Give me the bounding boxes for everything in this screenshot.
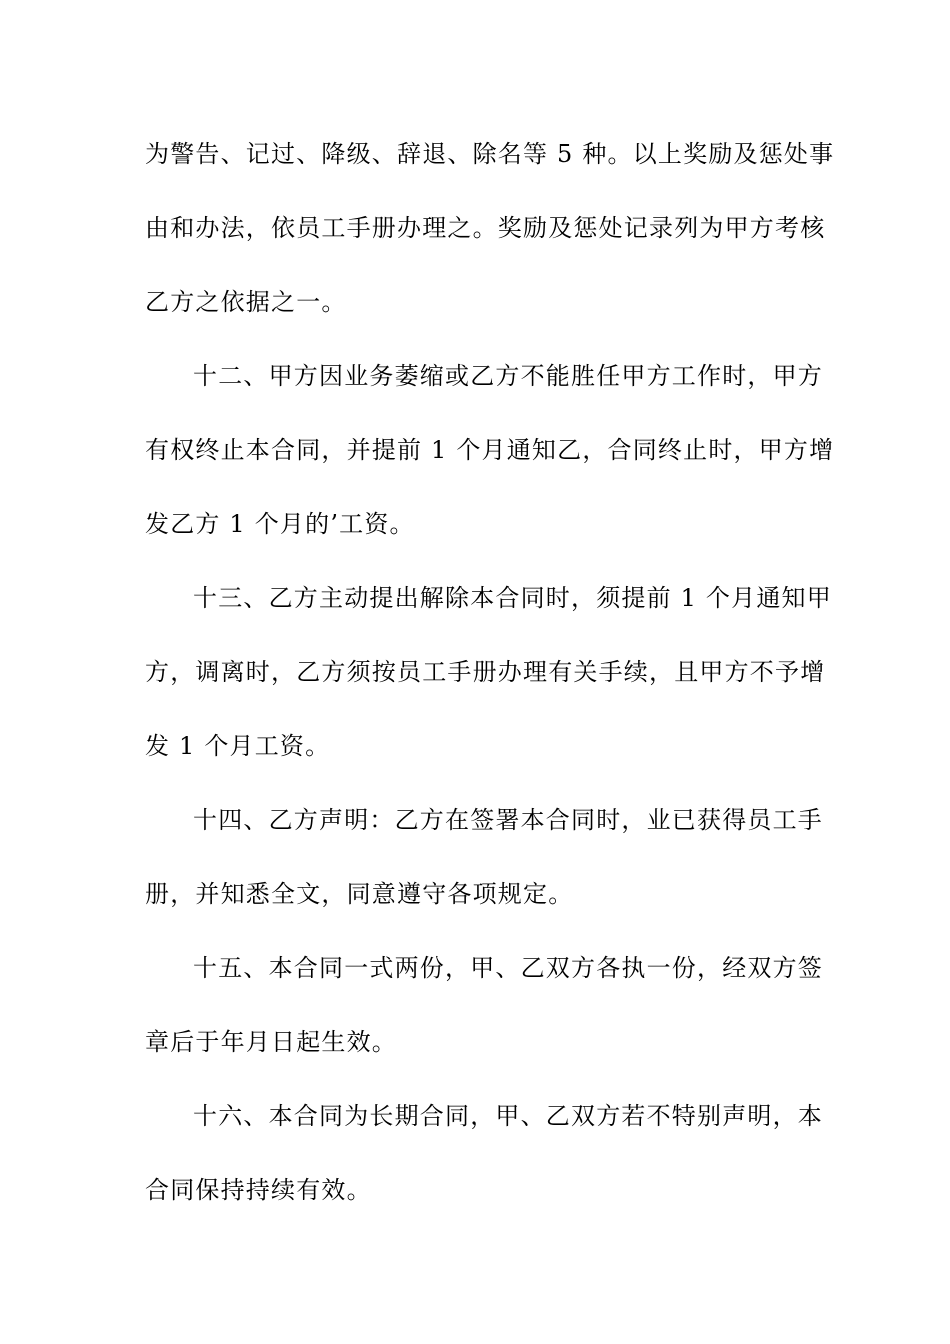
text-line: 方，调离时，乙方须按员工手册办理有关手续，且甲方不予增 (145, 658, 826, 686)
text-line: 乙方之依据之一。 (145, 288, 347, 316)
clause-13-line: 十三、乙方主动提出解除本合同时，须提前 1 个月通知甲 (193, 584, 832, 612)
clause-14-line: 十四、乙方声明：乙方在签署本合同时，业已获得员工手 (193, 806, 823, 834)
text-line: 册，并知悉全文，同意遵守各项规定。 (145, 880, 574, 908)
clause-16-line: 十六、本合同为长期合同，甲、乙双方若不特别声明，本 (193, 1102, 823, 1130)
text-line: 有权终止本合同，并提前 1 个月通知乙，合同终止时，甲方增 (145, 436, 835, 464)
text-line: 由和办法，依员工手册办理之。奖励及惩处记录列为甲方考核 (145, 214, 826, 242)
text-line: 为警告、记过、降级、辞退、除名等 5 种。以上奖励及惩处事 (145, 140, 835, 168)
text-line: 发 1 个月工资。 (145, 732, 331, 760)
clause-15-line: 十五、本合同一式两份，甲、乙双方各执一份，经双方签 (193, 954, 823, 982)
document-body (145, 128, 835, 1238)
text-line: 章后于年月日起生效。 (145, 1028, 397, 1056)
text-line: 合同保持持续有效。 (145, 1176, 372, 1204)
clause-12-line: 十二、甲方因业务萎缩或乙方不能胜任甲方工作时，甲方 (193, 362, 823, 390)
text-line: 发乙方 1 个月的’工资。 (145, 510, 415, 538)
